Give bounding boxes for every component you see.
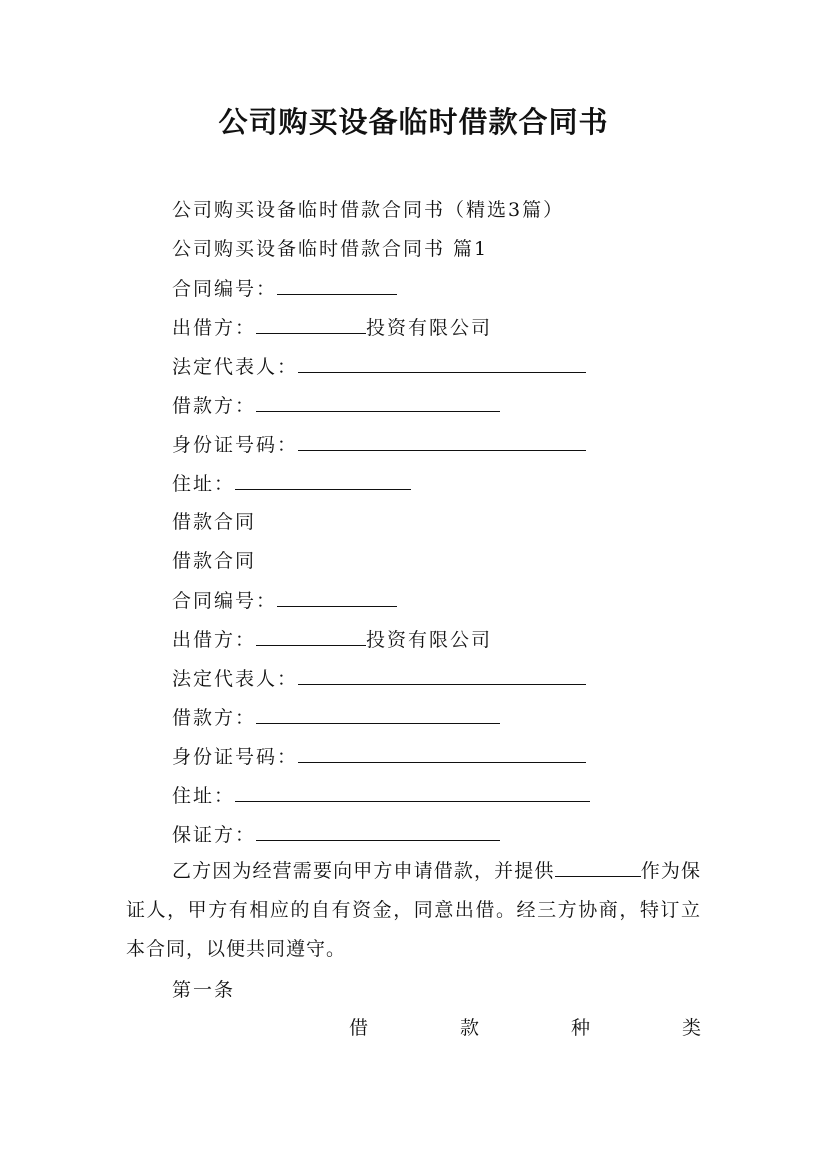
article-heading: 第一条: [172, 979, 236, 1001]
guarantor-line: [172, 822, 500, 847]
contract-number-label: 合同编号：: [172, 590, 278, 612]
lender-label: 出借方：: [172, 317, 257, 339]
legal-rep-label: 法定代表人：: [172, 356, 299, 378]
address-label: 住址：: [172, 785, 236, 807]
lender-suffix: 投资有限公司: [366, 629, 493, 651]
contract-number-label: 合同编号：: [172, 278, 278, 300]
id-blank: [298, 432, 586, 451]
id-label: 身份证号码：: [172, 746, 299, 768]
contract-number-blank: [277, 588, 397, 607]
heading-loan-contract-2: 借款合同: [172, 550, 257, 572]
guarantor-name-blank: [555, 858, 641, 877]
lender-blank: [256, 627, 366, 646]
legal-rep-blank: [298, 666, 586, 685]
address-line-1: [172, 471, 411, 496]
spread-char: 类: [681, 1017, 701, 1039]
address-blank: [235, 471, 411, 490]
borrower-label: 借款方：: [172, 395, 257, 417]
lender-blank: [256, 315, 366, 334]
lender-line-1: [172, 315, 492, 340]
address-blank: [235, 783, 590, 802]
spread-char: 款: [459, 1017, 479, 1039]
subtitle: 公司购买设备临时借款合同书（精选3篇）: [172, 199, 565, 221]
id-line-1: [172, 432, 586, 457]
id-label: 身份证号码：: [172, 434, 299, 456]
borrower-line-2: [172, 705, 500, 730]
borrower-blank: [256, 393, 500, 412]
borrower-label: 借款方：: [172, 707, 257, 729]
terms-paragraph: [126, 852, 701, 969]
legal-rep-blank: [298, 354, 586, 373]
spread-char: 借: [349, 1017, 369, 1039]
loan-type-heading: [349, 1016, 701, 1040]
paragraph-text-part2: 作为保证人，甲方有相应的自有资金，同意出借。经三方协商，特订立本合同，以便共同遵守。: [126, 860, 701, 960]
borrower-blank: [256, 705, 500, 724]
guarantor-label: 保证方：: [172, 824, 257, 846]
page-title: 公司购买设备临时借款合同书: [218, 105, 609, 139]
address-label: 住址：: [172, 473, 236, 495]
contract-number-blank: [277, 276, 397, 295]
legal-rep-line-2: [172, 666, 586, 691]
contract-number-line-2: [172, 588, 397, 613]
section-heading: 公司购买设备临时借款合同书 篇1: [172, 238, 489, 260]
lender-line-2: [172, 627, 492, 652]
borrower-line-1: [172, 393, 500, 418]
legal-rep-label: 法定代表人：: [172, 668, 299, 690]
lender-suffix: 投资有限公司: [366, 317, 493, 339]
id-line-2: [172, 744, 586, 769]
paragraph-text-part1: 乙方因为经营需要向甲方申请借款，并提供: [172, 860, 555, 882]
id-blank: [298, 744, 586, 763]
address-line-2: [172, 783, 590, 808]
heading-loan-contract-1: 借款合同: [172, 511, 257, 533]
guarantor-blank: [256, 822, 500, 841]
lender-label: 出借方：: [172, 629, 257, 651]
spread-char: 种: [570, 1017, 590, 1039]
contract-number-line-1: [172, 276, 397, 301]
legal-rep-line-1: [172, 354, 586, 379]
